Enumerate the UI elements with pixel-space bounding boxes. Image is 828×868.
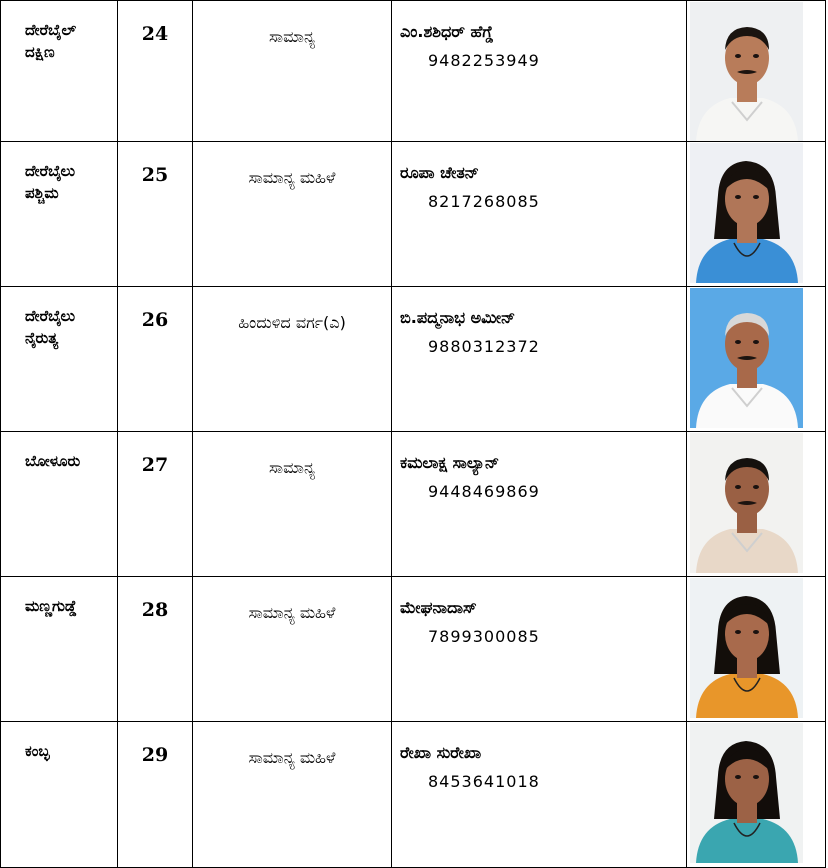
ward-name-line: ಕಂಬ್ಳ [25, 742, 50, 760]
ward-name-line: ನೈರುತ್ಯ [25, 329, 59, 347]
member-photo-cell [687, 577, 826, 722]
member-photo-cell [687, 142, 826, 287]
member-name: ಬಿ.ಪದ್ಮನಾಭ ಅಮೀನ್ [400, 308, 516, 327]
member-name: ರೂಪಾ ಚೇತನ್ [400, 163, 479, 182]
ward-name [1, 287, 118, 432]
member-phone: 8217268085 [428, 192, 540, 211]
table-row [1, 1, 826, 142]
ward-name-line: ದೇರೆಬೈಲು [25, 307, 76, 325]
ward-number: 28 [118, 577, 193, 722]
ward-number: 27 [118, 432, 193, 577]
ward-name [1, 1, 118, 142]
ward-name [1, 577, 118, 722]
table-row [1, 432, 826, 577]
member-phone: 9448469869 [428, 482, 540, 501]
member-phone: 9482253949 [428, 51, 540, 70]
member-name: ಮೇಘನಾದಾಸ್ [400, 598, 477, 617]
reservation-category: ಹಿಂದುಳಿದ ವರ್ಗ(ಎ) [193, 287, 392, 432]
ward-number: 24 [118, 1, 193, 142]
member-details [392, 1, 687, 142]
ward-name-line: ಬೋಳೂರು [25, 452, 81, 470]
ward-number: 26 [118, 287, 193, 432]
member-photo-cell [687, 722, 826, 868]
member-photo-cell [687, 432, 826, 577]
member-details [392, 287, 687, 432]
member-details [392, 722, 687, 868]
reservation-category: ಸಾಮಾನ್ಯ [193, 1, 392, 142]
reservation-category: ಸಾಮಾನ್ಯ [193, 432, 392, 577]
table-row [1, 142, 826, 287]
member-photo [690, 288, 803, 428]
ward-name-line: ದೇರೆಬೈಲ್ [25, 21, 77, 39]
member-details [392, 142, 687, 287]
member-name: ಕಮಲಾಕ್ಷ ಸಾಲ್ಯಾನ್ [400, 453, 500, 472]
reservation-category: ಸಾಮಾನ್ಯ ಮಹಿಳೆ [193, 577, 392, 722]
ward-number: 29 [118, 722, 193, 868]
ward-name [1, 142, 118, 287]
member-photo [690, 433, 803, 573]
ward-name [1, 722, 118, 868]
member-photo-cell [687, 287, 826, 432]
ward-name-line: ಮಣ್ಣಗುಡ್ಡೆ [25, 597, 77, 615]
member-details [392, 577, 687, 722]
member-name: ಎಂ.ಶಶಿಧರ್ ಹೆಗ್ಡೆ [400, 22, 494, 41]
reservation-category: ಸಾಮಾನ್ಯ ಮಹಿಳೆ [193, 142, 392, 287]
table-row [1, 577, 826, 722]
reservation-category: ಸಾಮಾನ್ಯ ಮಹಿಳೆ [193, 722, 392, 868]
ward-number: 25 [118, 142, 193, 287]
table-row [1, 287, 826, 432]
table-row [1, 722, 826, 868]
ward-name-line: ದೇರೆಬೈಲು [25, 162, 76, 180]
ward-name-line: ದಕ್ಷಿಣ [25, 43, 55, 61]
member-photo [690, 723, 803, 863]
member-photo-cell [687, 1, 826, 142]
member-photo [690, 578, 803, 718]
member-details [392, 432, 687, 577]
member-phone: 9880312372 [428, 337, 540, 356]
ward-name [1, 432, 118, 577]
member-name: ರೇಖಾ ಸುರೇಖಾ [400, 743, 482, 762]
member-photo [690, 143, 803, 283]
member-phone: 7899300085 [428, 627, 540, 646]
ward-name-line: ಪಶ್ಚಿಮ [25, 184, 59, 202]
member-phone: 8453641018 [428, 772, 540, 791]
member-photo [690, 2, 803, 142]
